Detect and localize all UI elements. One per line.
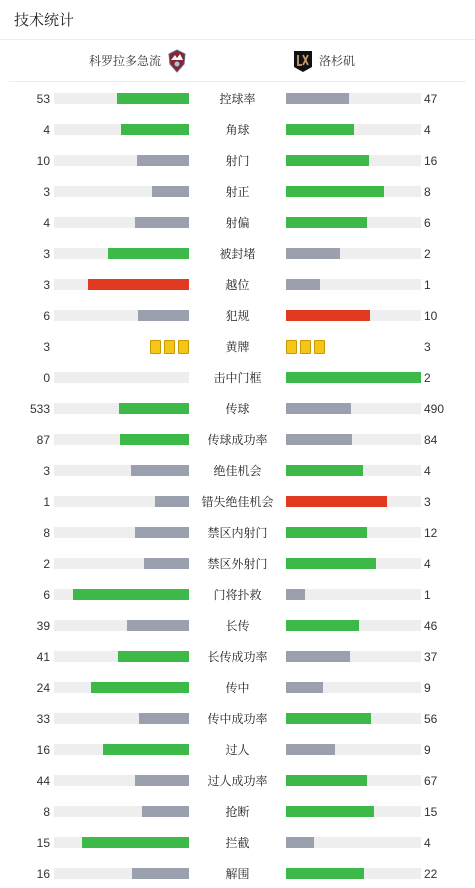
page-title: 技术统计 [14,12,75,29]
away-stat-bar [286,372,421,383]
home-stat-value: 15 [36,836,50,850]
away-stat-bar-fill [286,713,371,724]
away-stat-bar [286,589,421,600]
home-stat-value: 16 [36,743,50,757]
home-stat-bar-fill [131,465,189,476]
stat-label: 过人成功率 [207,774,268,788]
away-stat-bar [286,124,421,135]
stat-label: 犯规 [225,309,250,323]
away-stat-bar [286,496,421,507]
away-stat-bar [286,527,421,538]
stat-label: 绝佳机会 [213,464,262,478]
stat-label: 越位 [225,278,250,292]
away-stat-bar-fill [286,248,340,259]
away-stat-value: 47 [424,92,438,106]
stat-label: 禁区内射门 [207,526,268,540]
stat-label: 长传成功率 [207,650,268,664]
home-stat-bar-fill [127,620,189,631]
stat-row [0,523,475,543]
away-stat-value: 84 [424,433,438,447]
home-stat-bar [54,434,189,445]
away-stat-value: 10 [424,309,438,323]
home-stat-bar [54,868,189,879]
home-stat-value: 3 [43,340,50,354]
stat-label: 传中成功率 [207,712,268,726]
home-stat-bar-fill [139,713,189,724]
home-stat-value: 8 [43,526,50,540]
away-stat-bar-fill [286,186,384,197]
home-stat-bar-fill [117,93,189,104]
away-stat-bar-fill [286,217,367,228]
away-stat-bar [286,620,421,631]
home-stat-bar [54,372,189,383]
away-stat-bar-fill [286,682,323,693]
stat-row [0,461,475,481]
home-stat-bar [54,124,189,135]
away-stat-bar [286,868,421,879]
home-stat-value: 41 [36,650,50,664]
home-stat-bar [54,620,189,631]
stat-label: 黄牌 [225,340,250,354]
teams-bar [9,40,466,82]
away-stat-bar-fill [286,93,349,104]
home-stat-bar [54,496,189,507]
away-stat-bar [286,93,421,104]
home-stat-value: 6 [43,309,50,323]
home-stat-bar-fill [152,186,189,197]
yellow-card-icon [286,340,297,354]
stat-row [0,833,475,853]
away-stat-bar-fill [286,744,335,755]
away-stat-bar-fill [286,589,305,600]
away-stat-value: 8 [424,185,431,199]
stat-row [0,616,475,636]
away-stat-value: 67 [424,774,438,788]
yellow-card-icon [314,340,325,354]
home-stat-value: 16 [36,867,50,881]
away-stat-value: 15 [424,805,438,819]
home-stat-bar-fill [132,868,189,879]
stat-label: 门将扑救 [213,588,262,602]
home-stat-bar [54,248,189,259]
away-stat-bar-fill [286,837,314,848]
away-stat-bar [286,279,421,290]
home-stat-bar-fill [135,217,189,228]
stat-row [0,554,475,574]
stat-row [0,368,475,388]
away-stat-bar [286,806,421,817]
away-stat-value: 9 [424,743,431,757]
home-stat-bar-fill [135,527,189,538]
away-stat-value: 4 [424,464,431,478]
away-stat-bar-fill [286,558,376,569]
home-stat-bar [54,713,189,724]
away-stat-bar-fill [286,527,367,538]
home-stat-bar [54,558,189,569]
home-stat-value: 3 [43,247,50,261]
home-stat-value: 4 [43,216,50,230]
home-stat-bar [54,279,189,290]
stat-label: 解围 [225,867,250,881]
home-team[interactable] [89,40,187,81]
stat-row [0,306,475,326]
home-stat-value: 53 [36,92,50,106]
stat-label: 射正 [225,185,250,199]
home-stat-bar-fill [88,279,189,290]
home-stat-bar [54,217,189,228]
away-stat-value: 4 [424,557,431,571]
away-stat-value: 56 [424,712,438,726]
yellow-card-icon [300,340,311,354]
home-stat-bar [54,651,189,662]
away-stat-bar-fill [286,465,363,476]
away-stat-bar-fill [286,868,364,879]
home-team-logo-icon [167,49,187,73]
away-stat-bar [286,744,421,755]
stat-row [0,275,475,295]
away-stat-bar [286,310,421,321]
stat-row [0,182,475,202]
away-stat-value: 1 [424,278,431,292]
home-stat-bar-fill [155,496,189,507]
home-stat-bar-fill [138,310,189,321]
home-yellow-cards [150,340,189,354]
stat-label: 禁区外射门 [207,557,268,571]
away-stat-bar [286,434,421,445]
stat-label: 角球 [225,123,250,137]
away-stat-bar [286,248,421,259]
away-stat-bar-fill [286,806,374,817]
home-stat-bar-fill [91,682,189,693]
home-stat-bar-fill [142,806,189,817]
away-stat-value: 46 [424,619,438,633]
home-stat-bar [54,186,189,197]
stat-label: 传中 [225,681,250,695]
home-stat-bar [54,837,189,848]
stat-row [0,430,475,450]
away-team-name: 洛杉矶 [319,54,356,68]
away-stat-value: 9 [424,681,431,695]
stat-row [0,399,475,419]
home-stat-bar-fill [108,248,189,259]
home-stat-bar [54,155,189,166]
away-stat-value: 16 [424,154,438,168]
home-stat-bar-fill [73,589,189,600]
away-stat-bar-fill [286,775,367,786]
stat-row [0,740,475,760]
away-stat-bar-fill [286,155,369,166]
away-yellow-cards [286,340,325,354]
stat-row [0,585,475,605]
away-stat-bar [286,465,421,476]
home-team-name: 科罗拉多急流 [89,54,162,68]
home-stat-bar [54,589,189,600]
home-stat-value: 3 [43,464,50,478]
home-stat-value: 2 [43,557,50,571]
away-stat-bar [286,558,421,569]
stat-row [0,647,475,667]
stat-row [0,337,475,357]
home-stat-bar [54,465,189,476]
away-stat-value: 490 [424,402,445,416]
home-stat-value: 533 [29,402,50,416]
stat-row [0,213,475,233]
stat-label: 过人 [225,743,250,757]
away-stat-value: 3 [424,495,431,509]
home-stat-value: 44 [36,774,50,788]
stat-row [0,864,475,884]
away-stat-bar [286,651,421,662]
away-stat-value: 4 [424,836,431,850]
home-stat-bar-fill [119,403,189,414]
stat-label: 射门 [225,154,250,168]
home-stat-value: 10 [36,154,50,168]
home-stat-bar-fill [103,744,189,755]
stat-label: 抢断 [225,805,250,819]
away-stat-value: 22 [424,867,438,881]
away-stat-bar-fill [286,279,320,290]
home-stat-bar [54,806,189,817]
home-stat-value: 1 [43,495,50,509]
stat-row [0,492,475,512]
away-stat-bar-fill [286,651,350,662]
home-stat-bar-fill [120,434,189,445]
away-stat-bar [286,217,421,228]
home-stat-value: 6 [43,588,50,602]
home-stat-value: 87 [36,433,50,447]
stat-label: 拦截 [225,836,250,850]
stat-row [0,709,475,729]
home-stat-bar-fill [121,124,189,135]
away-stat-bar [286,837,421,848]
home-stat-value: 39 [36,619,50,633]
home-stat-value: 3 [43,185,50,199]
away-stat-bar-fill [286,434,352,445]
stat-label: 射偏 [225,216,250,230]
stat-row [0,244,475,264]
stat-label: 传球 [225,402,250,416]
yellow-card-icon [178,340,189,354]
away-stat-bar-fill [286,620,359,631]
away-stat-bar-fill [286,124,354,135]
away-stat-bar [286,155,421,166]
away-stat-bar [286,775,421,786]
home-stat-value: 3 [43,278,50,292]
away-stat-value: 37 [424,650,438,664]
away-stat-value: 12 [424,526,438,540]
home-stat-bar-fill [82,837,189,848]
stat-row [0,771,475,791]
away-stat-bar [286,403,421,414]
away-stat-bar [286,713,421,724]
stat-label: 错失绝佳机会 [201,495,274,509]
away-stat-bar-fill [286,403,351,414]
home-stat-value: 8 [43,805,50,819]
home-stat-value: 33 [36,712,50,726]
away-stat-value: 3 [424,340,431,354]
away-stat-bar [286,186,421,197]
stat-row [0,120,475,140]
home-stat-bar [54,682,189,693]
stats-header [0,0,475,40]
home-stat-value: 0 [43,371,50,385]
stat-label: 击中门框 [213,371,262,385]
away-stat-value: 1 [424,588,431,602]
stat-label: 长传 [225,619,250,633]
home-stat-bar-fill [135,775,189,786]
away-team-logo-icon [293,49,313,73]
home-stat-bar [54,310,189,321]
stat-label: 被封堵 [219,247,256,261]
yellow-card-icon [164,340,175,354]
home-stat-bar [54,93,189,104]
away-stat-bar-fill [286,372,421,383]
home-stat-value: 4 [43,123,50,137]
home-stat-bar [54,775,189,786]
home-stat-bar [54,527,189,538]
home-stat-bar-fill [144,558,189,569]
home-stat-bar [54,744,189,755]
stat-row [0,678,475,698]
stat-label: 控球率 [219,92,256,106]
away-team[interactable] [293,40,355,81]
away-stat-value: 2 [424,371,431,385]
away-stat-value: 2 [424,247,431,261]
away-stat-value: 6 [424,216,431,230]
stat-row [0,802,475,822]
stat-row [0,151,475,171]
home-stat-bar-fill [118,651,189,662]
stat-row [0,89,475,109]
home-stat-bar [54,403,189,414]
away-stat-bar [286,682,421,693]
yellow-card-icon [150,340,161,354]
home-stat-bar-fill [137,155,189,166]
away-stat-value: 4 [424,123,431,137]
away-stat-bar-fill [286,310,370,321]
home-stat-value: 24 [36,681,50,695]
stat-label: 传球成功率 [207,433,268,447]
away-stat-bar-fill [286,496,387,507]
